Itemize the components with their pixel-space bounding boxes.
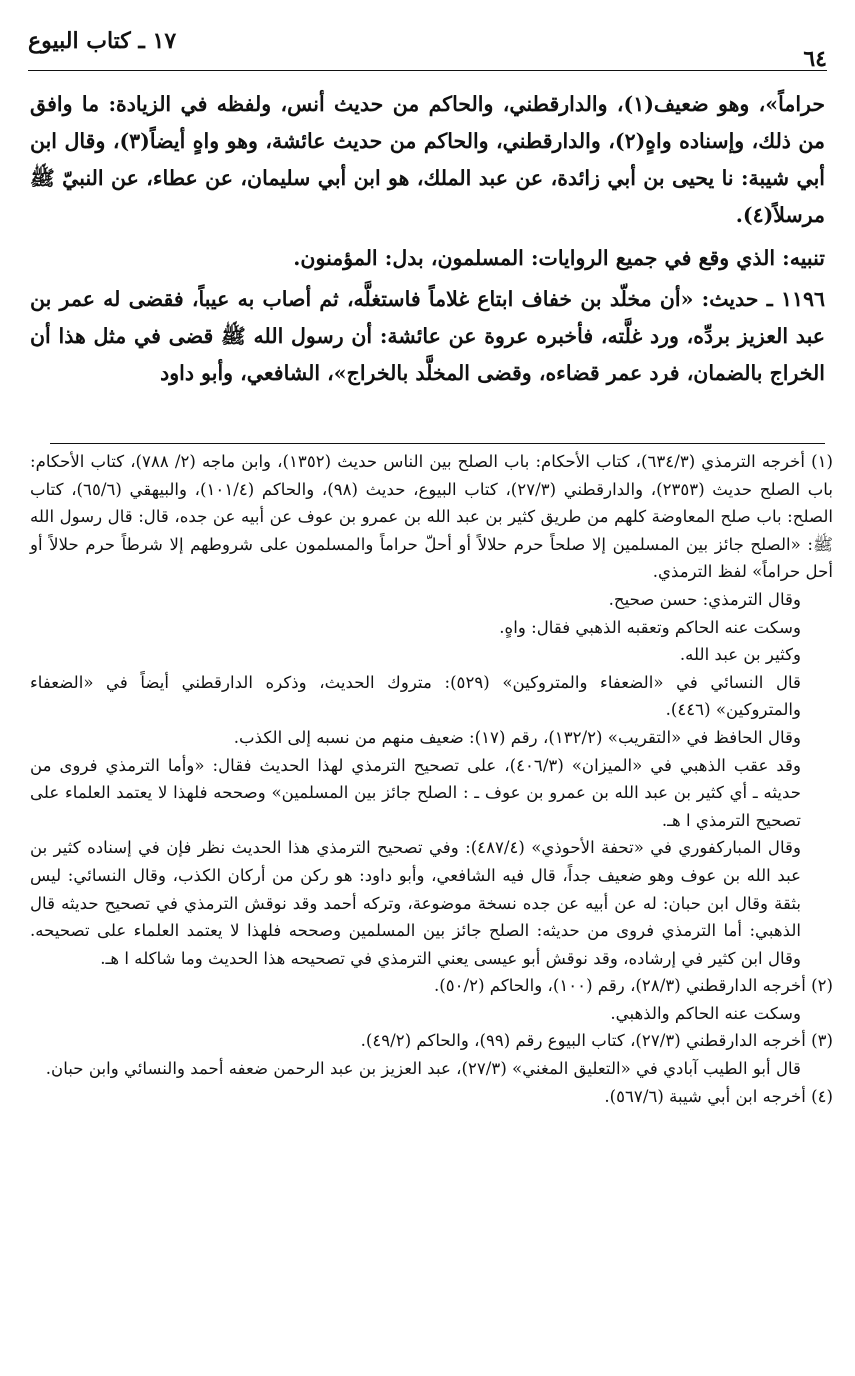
footnote-1-line: قال النسائي في «الضعفاء والمتروكين» (٥٢٩): متروك الحديث، وذكره الدارقطني أيضاً في «الضعفاء والمتروكين» (٤٤٦). — [30, 672, 801, 720]
footnote-1-line: وقال المباركفوري في «تحفة الأحوذي» (٤٨٧/٤): وفي تصحيح الترمذي هذا الحديث نظر فإن في إسناده كثير بن عبد الله بن عوف وهو ضعيف جداً، قال فيه الشافعي، وأبو داود: هو ركن من أركان الكذب، وقال النسائي: ليس بثقة وقال ابن حبان: له عن أبيه عن جده نسخة موضوعة، وتركه أحمد وقد نوقش الترمذي في تصحيح حديثه قال الذهبي: أما الترمذي فروى من حديثه: الصلح جائز بين المسلمين وصححه فلهذا لا يعتمد العلماء على تصحيحه. وقال ابن كثير في إرشاده، وقد نوقش أبو عيسى يعني الترمذي في تصحيحه هذا الحديث وما شاكله ا هـ. — [30, 838, 802, 968]
footnote-3-line: قال أبو الطيب آبادي في «التعليق المغني» (٢٧/٣)، عبد العزيز بن عبد الرحمن ضعفه أحمد والنسائي وابن حبان. — [45, 1059, 801, 1079]
main-text — [30, 86, 825, 392]
footnote-rule — [50, 443, 825, 444]
footnote-4: (٤) أخرجه ابن أبي شيبة (٥٦٧/٦). — [604, 1086, 833, 1106]
footnote-1: (١) أخرجه الترمذي (٦٣٤/٣)، كتاب الأحكام: باب الصلح بين الناس حديث (١٣٥٢)، وابن ماجه (٢/ ٧٨٨)، كتاب الأحكام: باب الصلح حديث (٢٣٥٣)، والدارقطني (٢٧/٣)، كتاب البيوع، حديث (٩٨)، والحاكم (١٠١/٤)، والبيهقي (٦٥/٦)، كتاب الصلح: باب صلح المعاوضة كلهم من طريق كثير بن عبد الله بن عمرو بن عوف عن أبيه عن جده، قال: قال رسول الله ﷺ: «الصلح جائز بين المسلمين إلا صلحاً حرم حلالاً أو أحلّ حراماً والمسلمون على شروطهم إلا شرطاً حرم حلالاً أو أحل حراماً» لفظ الترمذي. — [30, 452, 833, 582]
running-title: ١٧ ـ كتاب البيوع — [28, 28, 177, 54]
header-rule — [28, 70, 827, 71]
footnote-1-line: وقد عقب الذهبي في «الميزان» (٤٠٦/٣)، على تصحيح الترمذي لهذا الحديث فقال: «وأما الترمذي فروى من حديثه ـ أي كثير بن عبد الله بن عمرو بن عوف ـ : الصلح جائز بين المسلمين» وصححه فلهذا لا يعتمد العلماء على تصحيح الترمذي ا هـ. — [30, 755, 801, 830]
hadith-paragraph — [30, 281, 825, 392]
page-header — [28, 26, 827, 72]
note-label: تنبيه: — [782, 246, 825, 270]
footnote-1-line: وقال الترمذي: حسن صحيح. — [608, 589, 801, 609]
note-text: الذي وقع في جميع الروايات: المسلمون، بدل: المؤمنون. — [293, 246, 776, 270]
footnotes — [30, 448, 833, 1110]
footnote-1-line: وكثير بن عبد الله. — [679, 645, 801, 665]
hadith-text: حديث: «أن مخلّد بن خفاف ابتاع غلاماً فاستغلَّه، ثم أصاب به عيباً، فقضى له عمر بن عبد العزيز بردِّه، ورد غلَّته، فأخبره عروة عن عائشة: أن رسول الله ﷺ قضى في مثل هذا أن الخراج بالضمان، فرد عمر قضاءه، وقضى المخلَّد بالخراج»، الشافعي، وأبو داود — [30, 287, 825, 385]
page-number: ٦٤ — [803, 46, 827, 72]
footnote-2-line: وسكت عنه الحاكم والذهبي. — [610, 1003, 801, 1023]
hadith-number: ١١٩٦ ـ — [766, 287, 825, 311]
main-paragraph: حراماً»، وهو ضعيف(١)، والدارقطني، والحاكم من حديث أنس، ولفظه في الزيادة: ما وافق من ذلك، وإسناده واهٍ(٢)، والدارقطني، والحاكم من حديث عائشة، وهو واهٍ أيضاً(٣)، وقال ابن أبي شيبة: نا يحيى بن أبي زائدة، عن عبد الملك، هو ابن أبي سليمان، عن عطاء، عن النبيّ ﷺ مرسلاً(٤). — [30, 92, 826, 227]
footnote-1-line: وسكت عنه الحاكم وتعقبه الذهبي فقال: واهٍ. — [499, 617, 801, 637]
footnote-2: (٢) أخرجه الدارقطني (٢٨/٣)، رقم (١٠٠)، والحاكم (٥٠/٢). — [433, 976, 833, 996]
note-paragraph — [30, 240, 825, 277]
footnote-3: (٣) أخرجه الدارقطني (٢٧/٣)، كتاب البيوع رقم (٩٩)، والحاكم (٤٩/٢). — [360, 1031, 833, 1051]
footnote-1-line: وقال الحافظ في «التقريب» (١٣٢/٢)، رقم (١٧): ضعيف منهم من نسبه إلى الكذب. — [233, 727, 801, 747]
